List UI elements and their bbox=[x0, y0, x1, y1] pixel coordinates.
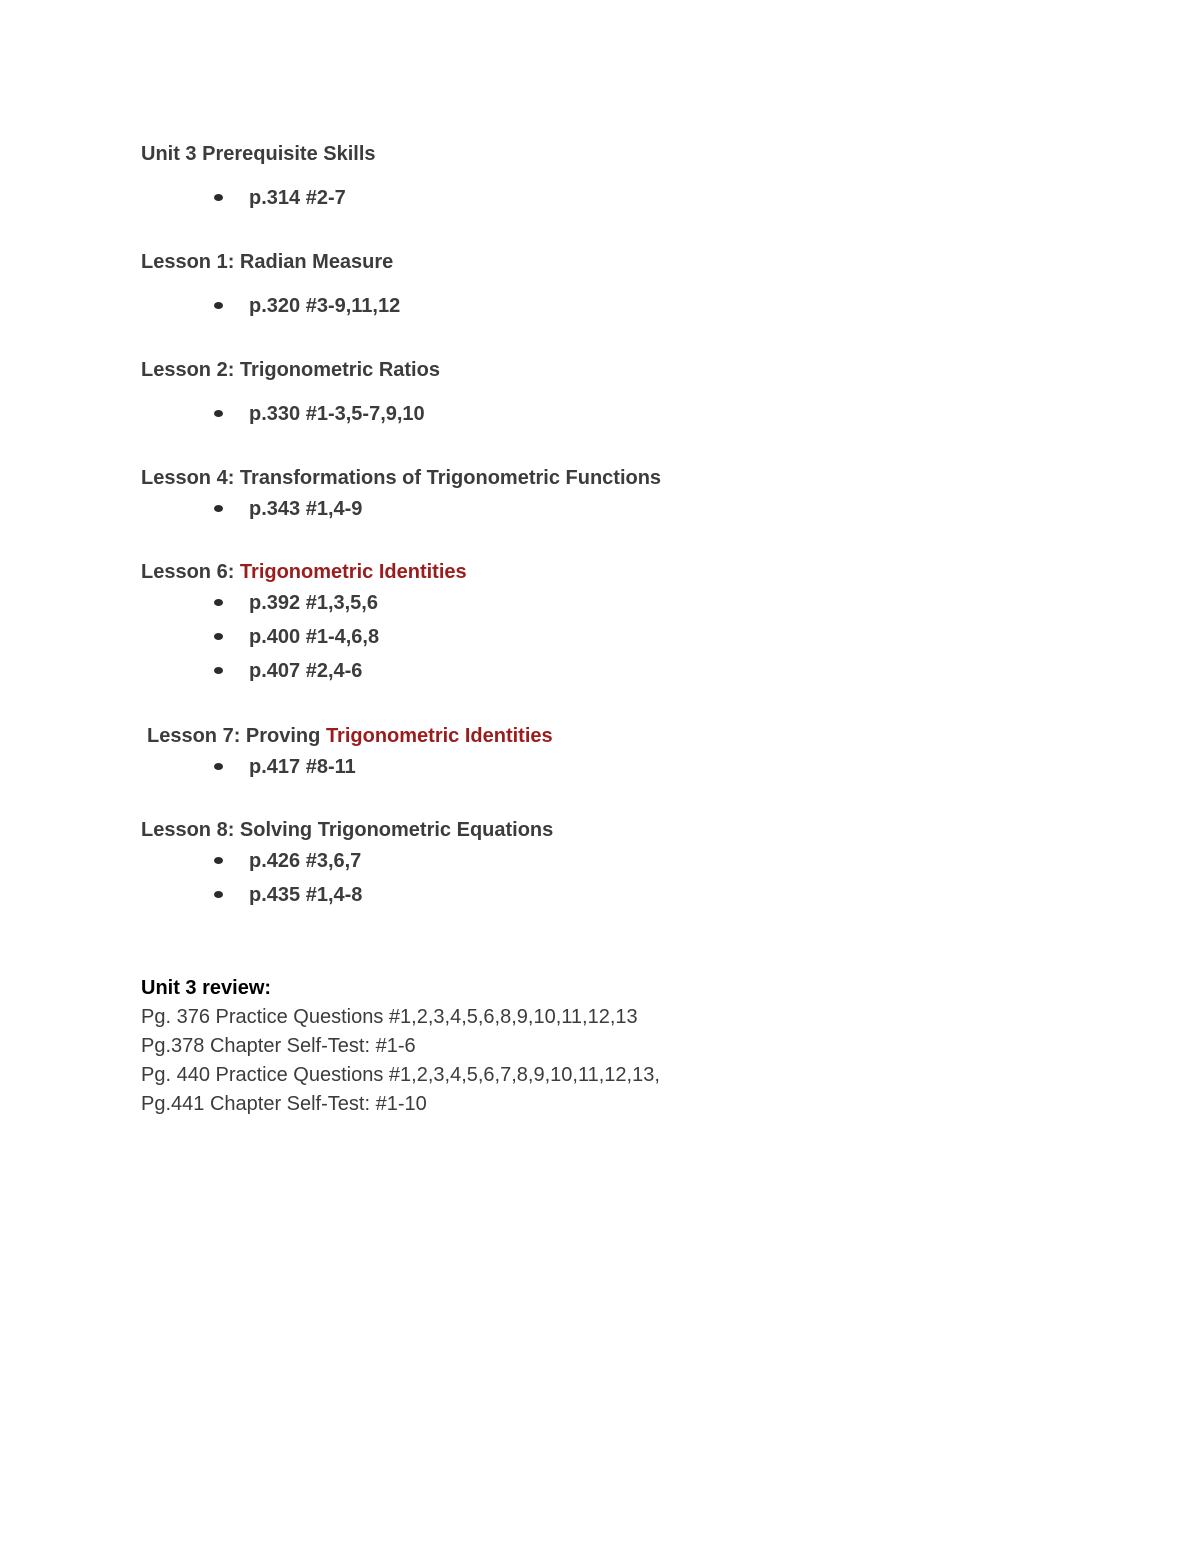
review-section bbox=[141, 974, 1101, 1119]
task-item: p.435 #1,4-8 bbox=[141, 878, 1101, 912]
review-line: Pg. 376 Practice Questions #1,2,3,4,5,6,8,9,10,11,12,13 bbox=[141, 1006, 638, 1028]
bullet-icon bbox=[214, 763, 223, 770]
task-list bbox=[141, 181, 1101, 215]
section-heading: Lesson 2: Trigonometric Ratios bbox=[141, 359, 440, 381]
task-list bbox=[141, 397, 1101, 431]
section-lesson-7 bbox=[141, 722, 1101, 750]
task-list bbox=[141, 492, 1101, 526]
task-list bbox=[141, 586, 1101, 688]
section-heading: Lesson 8: Solving Trigonometric Equations bbox=[141, 819, 554, 841]
section-lesson-4 bbox=[141, 464, 1101, 526]
document-page bbox=[141, 138, 1101, 1119]
section-heading: Lesson 6: Trigonometric Identities bbox=[141, 561, 467, 583]
section-heading: Lesson 1: Radian Measure bbox=[141, 251, 394, 273]
heading-link-text: Trigonometric Identities bbox=[325, 725, 553, 747]
section-lesson-1 bbox=[141, 248, 1101, 323]
task-list bbox=[141, 289, 1101, 323]
bullet-icon bbox=[214, 633, 223, 640]
review-heading: Unit 3 review: bbox=[141, 977, 272, 999]
bullet-icon bbox=[214, 505, 223, 512]
bullet-icon bbox=[214, 410, 223, 417]
bullet-icon bbox=[214, 194, 223, 201]
task-item: p.417 #8-11 bbox=[141, 750, 1101, 784]
section-lesson-6 bbox=[141, 558, 1101, 688]
task-item: p.407 #2,4-6 bbox=[141, 654, 1101, 688]
section-heading: Unit 3 Prerequisite Skills bbox=[141, 143, 376, 165]
heading-link-text: Trigonometric Identities bbox=[239, 561, 467, 583]
task-item: p.314 #2-7 bbox=[141, 181, 1101, 215]
task-item: p.400 #1-4,6,8 bbox=[141, 620, 1101, 654]
section-lesson-2 bbox=[141, 356, 1101, 431]
task-list bbox=[141, 750, 1101, 784]
task-item: p.343 #1,4-9 bbox=[141, 492, 1101, 526]
bullet-icon bbox=[214, 302, 223, 309]
task-item: p.426 #3,6,7 bbox=[141, 844, 1101, 878]
bullet-icon bbox=[214, 599, 223, 606]
task-item: p.320 #3-9,11,12 bbox=[141, 289, 1101, 323]
task-item: p.392 #1,3,5,6 bbox=[141, 586, 1101, 620]
task-list bbox=[141, 844, 1101, 912]
review-line: Pg.441 Chapter Self-Test: #1-10 bbox=[141, 1093, 427, 1115]
section-heading: Lesson 4: Transformations of Trigonometric Functions bbox=[141, 467, 662, 489]
section-lesson-8 bbox=[141, 816, 1101, 912]
bullet-icon bbox=[214, 667, 223, 674]
task-item: p.330 #1-3,5-7,9,10 bbox=[141, 397, 1101, 431]
section-heading: Lesson 7: Proving Trigonometric Identities bbox=[147, 725, 553, 747]
review-line: Pg.378 Chapter Self-Test: #1-6 bbox=[141, 1035, 416, 1057]
section-prerequisite bbox=[141, 140, 1101, 215]
bullet-icon bbox=[214, 891, 223, 898]
bullet-icon bbox=[214, 857, 223, 864]
review-line: Pg. 440 Practice Questions #1,2,3,4,5,6,7,8,9,10,11,12,13, bbox=[141, 1064, 660, 1086]
